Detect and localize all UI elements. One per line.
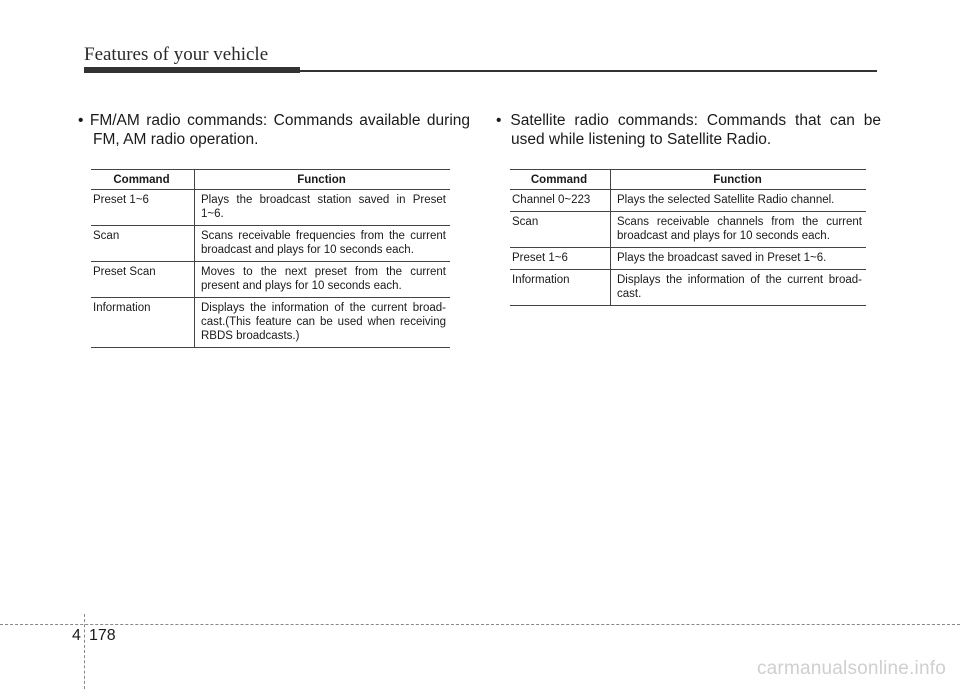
chapter-number: 4 (72, 627, 81, 644)
function-line: Plays the broadcast station saved in Preset 1~6. (201, 194, 446, 220)
command-cell: Preset Scan (91, 262, 195, 298)
function-cell (195, 298, 451, 348)
intro-line: FM, AM radio operation. (93, 131, 259, 148)
function-line: present and plays for 10 seconds each. (201, 280, 402, 292)
function-line: Plays the broadcast saved in Preset 1~6. (617, 252, 827, 264)
page-number: 178 (89, 627, 116, 644)
header-rule-thick (84, 67, 300, 73)
fm-am-commands-intro (78, 111, 470, 149)
function-line: broadcast and plays for 10 seconds each. (617, 230, 830, 242)
function-line: Moves to the next preset from the current (201, 266, 446, 278)
table-row (91, 262, 450, 298)
column-header-command: Command (510, 170, 611, 190)
function-cell (611, 212, 867, 248)
function-cell (195, 262, 451, 298)
command-cell: Information (510, 270, 611, 306)
table-row (510, 212, 866, 248)
function-cell (195, 226, 451, 262)
table-header-row (91, 170, 450, 190)
table-row (91, 226, 450, 262)
table-header-row (510, 170, 866, 190)
function-line: Scans receivable channels from the current (617, 216, 862, 228)
table-row (510, 190, 866, 212)
function-cell (611, 248, 867, 270)
satellite-commands-table (510, 169, 866, 306)
command-cell: Channel 0~223 (510, 190, 611, 212)
intro-line: used while listening to Satellite Radio. (511, 131, 772, 148)
table-row (91, 298, 450, 348)
function-line: broadcast and plays for 10 seconds each. (201, 244, 414, 256)
function-cell (611, 190, 867, 212)
command-cell: Preset 1~6 (91, 190, 195, 226)
column-header-function: Function (195, 170, 451, 190)
function-line: Displays the information of the current broad- (617, 274, 862, 286)
watermark: carmanualsonline.info (756, 658, 946, 679)
function-cell (611, 270, 867, 306)
function-line: RBDS broadcasts.) (201, 330, 300, 342)
function-line: Displays the information of the current broad- (201, 302, 446, 314)
page-header-title: Features of your vehicle (84, 44, 269, 65)
table-row (510, 270, 866, 306)
intro-line: • FM/AM radio commands: Commands available during (78, 112, 470, 129)
command-cell: Preset 1~6 (510, 248, 611, 270)
command-cell: Scan (510, 212, 611, 248)
header-rule-thin (300, 70, 877, 72)
column-header-command: Command (91, 170, 195, 190)
table-row (510, 248, 866, 270)
function-line: cast.(This feature can be used when receiving (201, 316, 446, 328)
function-line: Plays the selected Satellite Radio channel. (617, 194, 835, 206)
footer-vertical-divider (84, 614, 85, 689)
command-cell: Scan (91, 226, 195, 262)
function-line: Scans receivable frequencies from the current (201, 230, 446, 242)
function-line: cast. (617, 288, 642, 300)
satellite-commands-intro (496, 111, 881, 149)
table-row (91, 190, 450, 226)
footer-divider (0, 624, 960, 625)
fm-am-commands-table (91, 169, 450, 348)
function-cell (195, 190, 451, 226)
intro-line: • Satellite radio commands: Commands that can be (496, 112, 881, 129)
column-header-function: Function (611, 170, 867, 190)
command-cell: Information (91, 298, 195, 348)
